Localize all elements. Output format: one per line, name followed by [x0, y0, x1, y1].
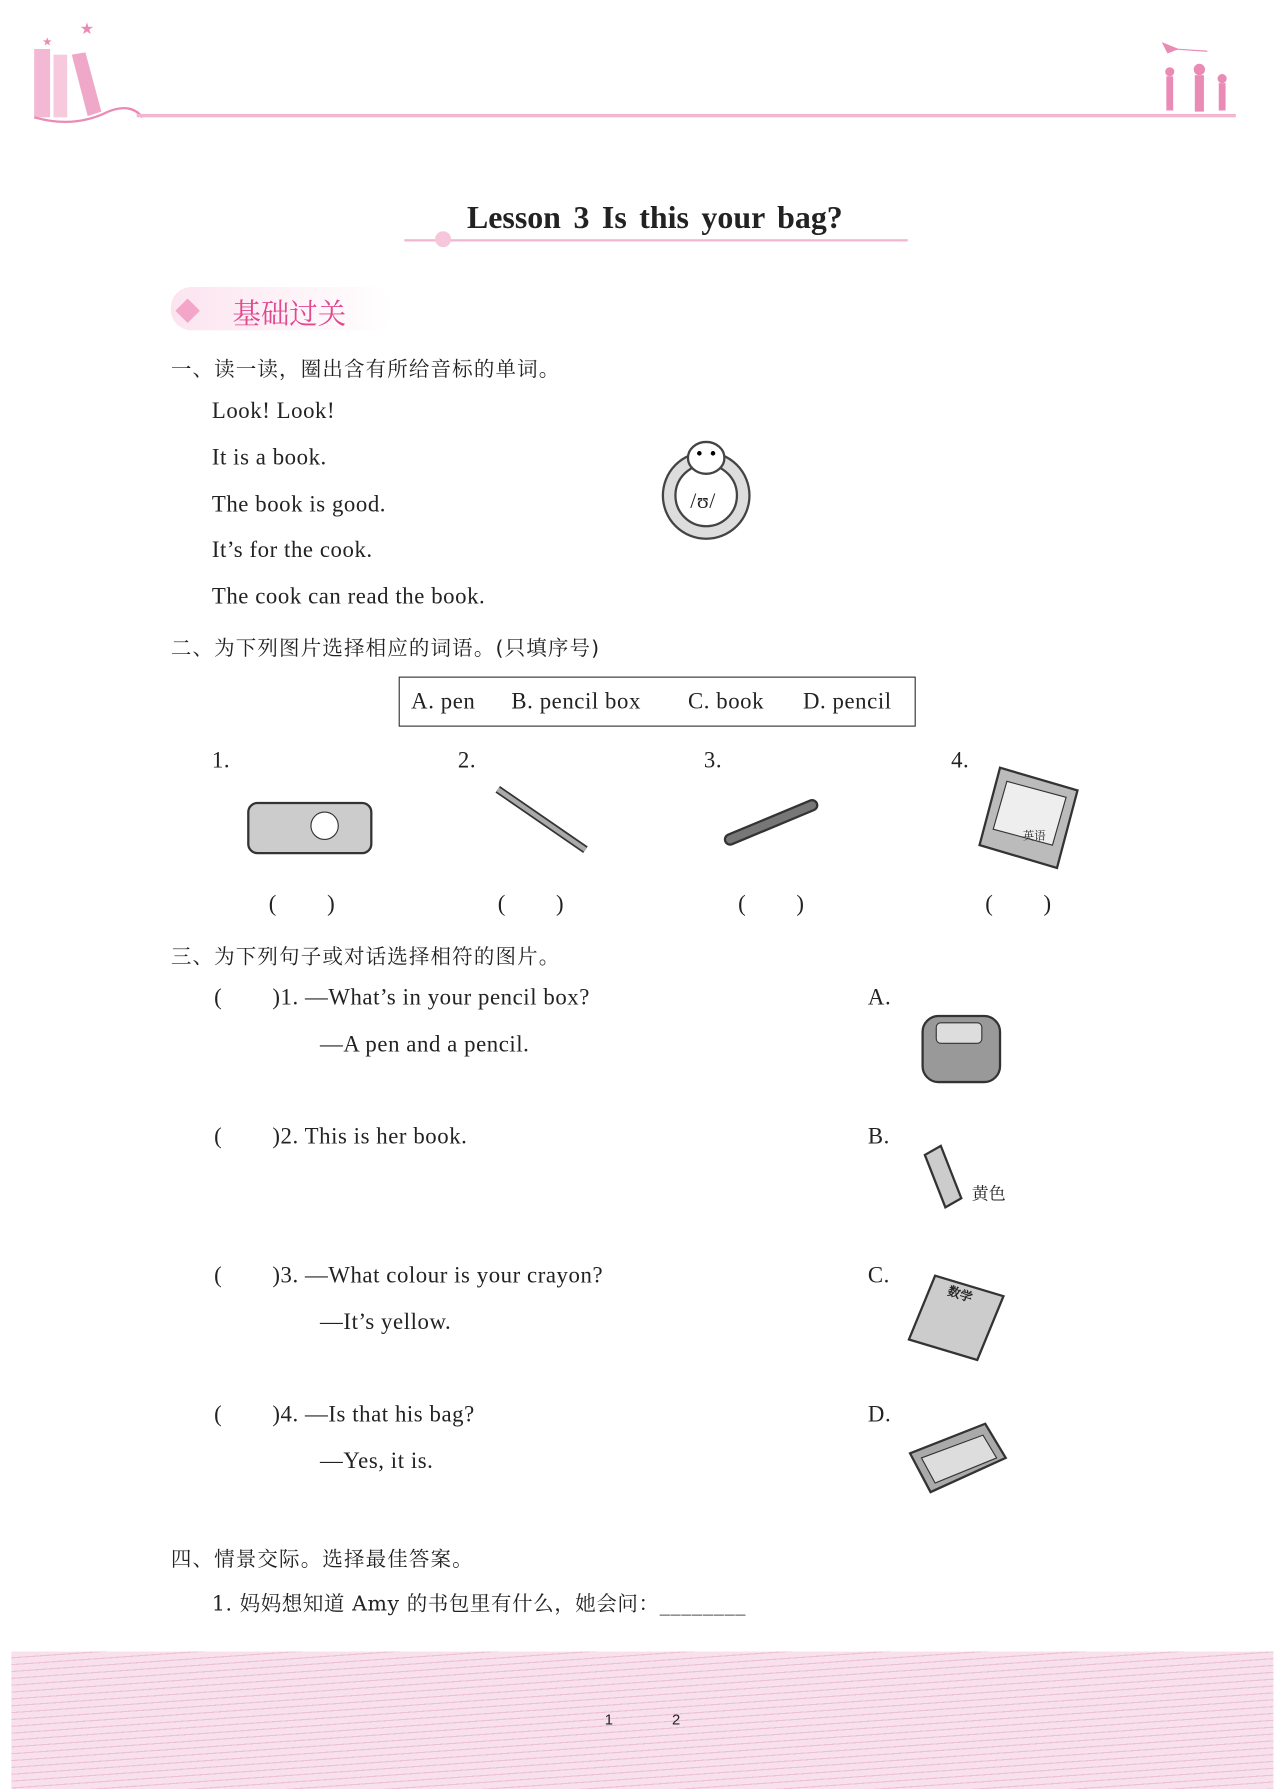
q2-options-box [399, 677, 916, 727]
children-kite-icon [1156, 40, 1241, 117]
item-number: 1. [211, 748, 231, 774]
q3-question[interactable]: ( )3. —What colour is your crayon? [214, 1263, 604, 1289]
q4-item-1: 1. 妈妈想知道 Amy 的书包里有什么，她会问：________ [211, 1592, 747, 1617]
english-book-image [977, 765, 1080, 870]
q1-instruction: 一、读一读，圈出含有所给音标的单词。 [170, 357, 561, 382]
q3-answer: —A pen and a pencil. [320, 1031, 530, 1057]
header-line [137, 114, 1236, 117]
q3-question[interactable]: ( )2. This is her book. [214, 1124, 468, 1150]
section-title: 基础过关 [232, 297, 347, 331]
pen-case-image [906, 1419, 1011, 1501]
pic-label: A. [867, 985, 892, 1011]
option: A. pen [411, 689, 476, 715]
q3-instruction: 三、为下列句子或对话选择相符的图片。 [170, 945, 561, 970]
q1-line: The book is good. [211, 492, 387, 518]
answer-blank[interactable]: ( ) [497, 891, 565, 917]
pen-image [723, 792, 820, 849]
title-underline [404, 239, 907, 241]
graduation-cap-icon: ◆ [175, 291, 200, 327]
item-number: 4. [951, 748, 970, 774]
item-number: 2. [457, 748, 477, 774]
item-number: 3. [703, 748, 723, 774]
option: B. pencil box [511, 689, 641, 715]
page-number-left: 1 [604, 1710, 614, 1728]
answer-blank[interactable]: ( ) [738, 891, 805, 917]
q3-question[interactable]: ( )4. —Is that his bag? [214, 1402, 475, 1428]
footer-wave-band [11, 1652, 1273, 1789]
schoolbag-image [913, 1002, 1010, 1087]
pencil-box-image [245, 797, 376, 860]
q1-line: The cook can read the book. [211, 584, 486, 610]
q1-line: It’s for the cook. [211, 537, 373, 563]
option: C. book [687, 689, 765, 715]
q2-instruction: 二、为下列图片选择相应的词语。(只填序号) [170, 636, 601, 661]
books-decoration-icon [28, 21, 153, 135]
svg-text:★: ★ [79, 21, 95, 39]
page-number-right: 2 [672, 1710, 681, 1728]
pencil-image [492, 784, 595, 858]
title-dot [435, 231, 451, 247]
section-badge [171, 287, 393, 330]
crayon-label: 黄色 [971, 1183, 1006, 1204]
q3-question[interactable]: ( )1. —What’s in your pencil box? [214, 985, 590, 1011]
crayon-image [920, 1141, 971, 1212]
q4-instruction: 四、情景交际。选择最佳答案。 [170, 1547, 474, 1572]
pic-label: C. [867, 1263, 890, 1289]
svg-text:★: ★ [42, 36, 53, 49]
book-label: 英语 [1022, 830, 1046, 843]
pic-label: B. [867, 1124, 890, 1150]
q3-answer: —Yes, it is. [320, 1448, 434, 1474]
giraffe-phonetic-icon [655, 421, 758, 546]
page-title: Lesson 3 Is this your bag? [466, 200, 843, 236]
q1-line: Look! Look! [211, 398, 336, 424]
q3-answer: —It’s yellow. [320, 1309, 452, 1335]
answer-blank[interactable]: ( ) [268, 891, 336, 917]
answer-blank[interactable]: ( ) [985, 891, 1052, 917]
q1-line: It is a book. [211, 445, 327, 471]
math-book-label: 数学 [945, 1283, 975, 1306]
pic-label: D. [867, 1402, 892, 1428]
phonetic-symbol: /ʊ/ [690, 489, 716, 514]
option: D. pencil [802, 689, 892, 715]
